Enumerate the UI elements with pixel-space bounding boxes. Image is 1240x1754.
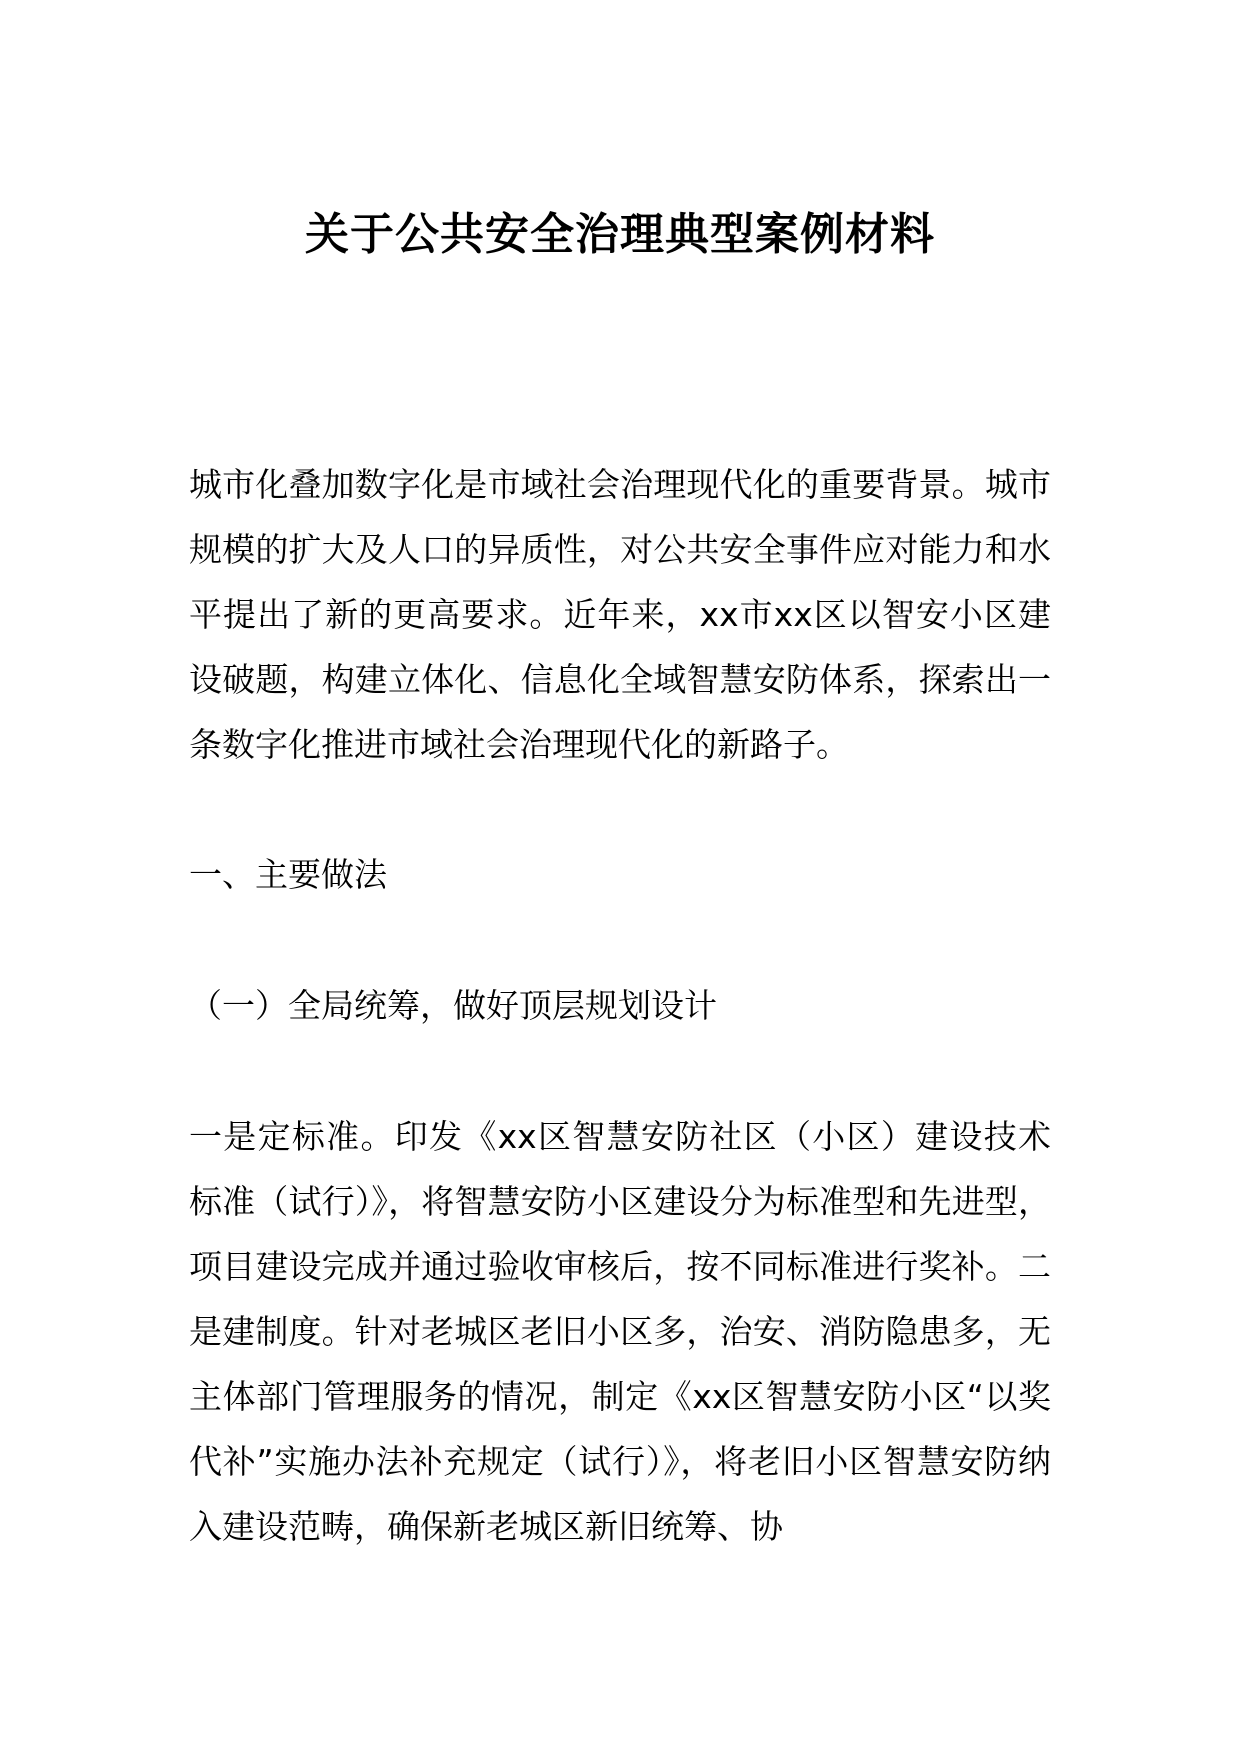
subsection-heading: （一）全局统筹，做好顶层规划设计 (189, 986, 717, 1025)
body-paragraph: 一是定标准。印发《xx区智慧安防社区（小区）建设技术标准（试行）》，将智慧安防小区建设分为标准型和先进型，项目建设完成并通过验收审核后，按不同标准进行奖补。二是建制度。针对老城区老旧小区多，治安、消防隐患多，无主体部门管理服务的情况，制定《xx区智慧安防小区“以奖代补”实施办法补充规定（试行）》，将老旧小区智慧安防纳入建设范畴，确保新老城区新旧统筹、协 (189, 1117, 1051, 1546)
intro-paragraph: 城市化叠加数字化是市域社会治理现代化的重要背景。城市规模的扩大及人口的异质性，对公共安全事件应对能力和水平提出了新的更高要求。近年来，xx市xx区以智安小区建设破题，构建立体化、信息化全域智慧安防体系，探索出一条数字化推进市域社会治理现代化的新路子。 (189, 465, 1051, 764)
document-title: 关于公共安全治理典型案例材料 (305, 209, 935, 260)
section-heading: 一、主要做法 (189, 855, 387, 894)
